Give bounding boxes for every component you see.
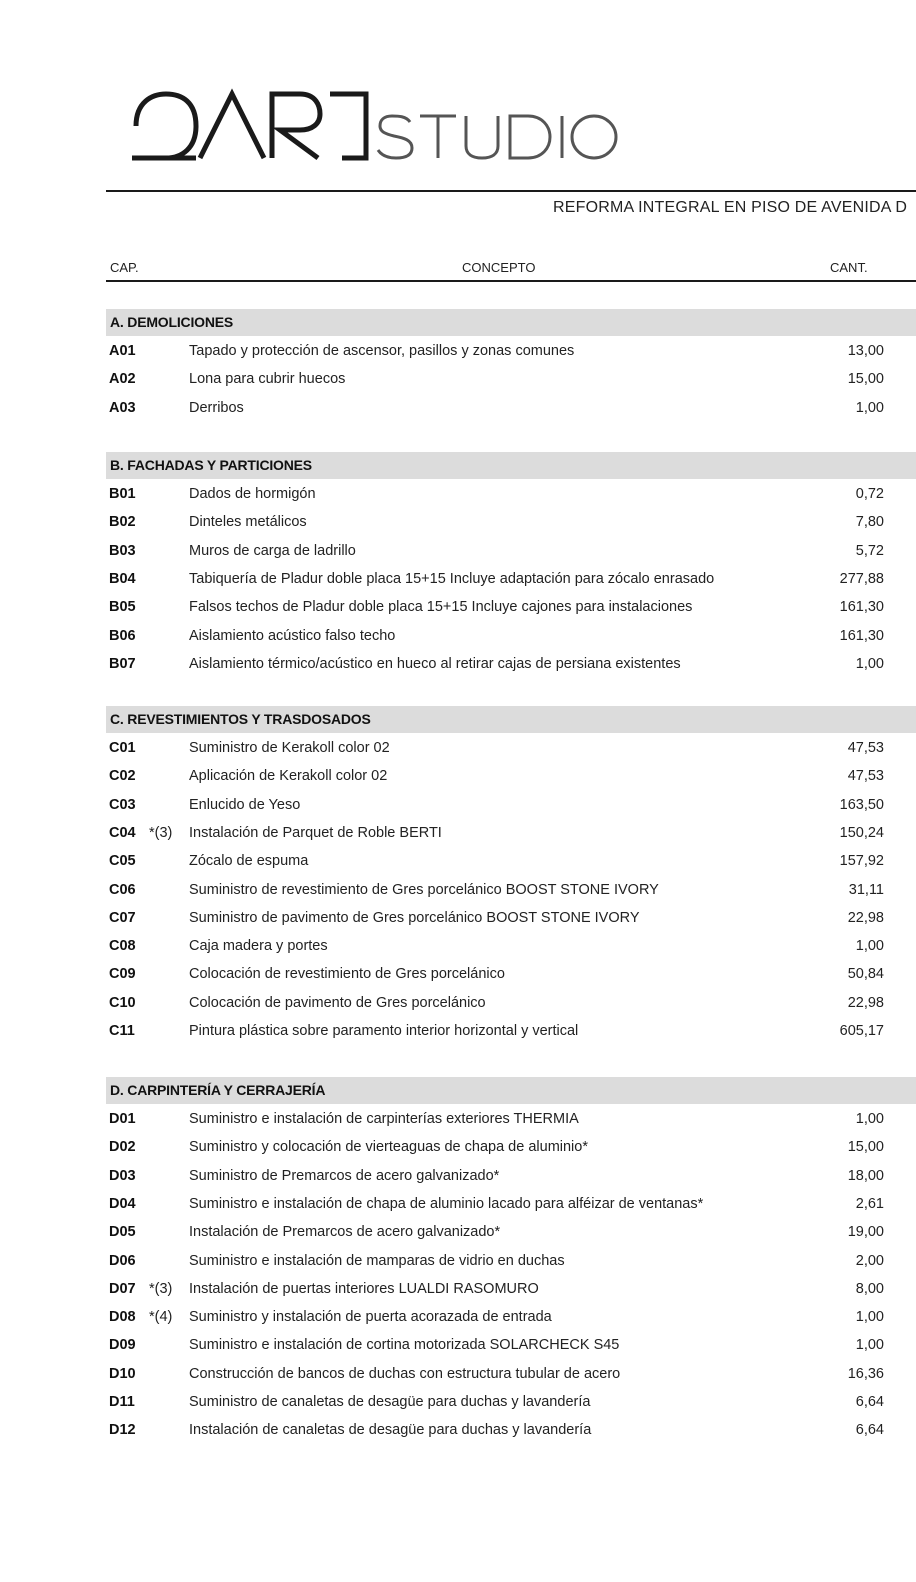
item-description: Instalación de Parquet de Roble BERTI	[189, 824, 442, 841]
item-quantity: 19,00	[847, 1224, 884, 1241]
item-code: B01	[109, 486, 136, 502]
item-quantity: 1,00	[855, 655, 884, 672]
table-row	[106, 1250, 916, 1272]
item-code: D02	[109, 1139, 136, 1156]
item-quantity: 1,00	[855, 1309, 884, 1326]
item-code: B03	[109, 542, 136, 559]
item-quantity: 1,00	[855, 1337, 884, 1354]
item-description: Colocación de revestimiento de Gres porcelánico	[189, 966, 505, 983]
table-row	[106, 653, 916, 675]
item-description: Suministro e instalación de cortina motorizada SOLARCHECK S45	[189, 1337, 620, 1354]
item-quantity: 1,00	[855, 1111, 884, 1127]
item-description: Enlucido de Yeso	[189, 796, 301, 813]
table-row	[106, 568, 916, 590]
item-quantity: 161,30	[839, 599, 884, 616]
item-description: Zócalo de espuma	[189, 853, 309, 870]
table-row	[106, 992, 916, 1014]
table-row	[106, 596, 916, 618]
table-row	[106, 1020, 916, 1042]
item-code: C04	[109, 824, 136, 841]
item-description: Pintura plástica sobre paramento interior horizontal y vertical	[189, 1023, 579, 1039]
item-code: B04	[109, 570, 136, 587]
table-row	[106, 794, 916, 816]
item-quantity: 0,72	[855, 486, 884, 502]
qart-studio-logo-graphic	[130, 86, 650, 166]
table-row	[106, 1108, 916, 1130]
column-header-cap: CAP.	[110, 260, 139, 275]
table-row	[106, 1419, 916, 1441]
table-row	[106, 1334, 916, 1356]
table-header	[106, 258, 916, 278]
item-note: *(3)	[149, 824, 173, 841]
item-code: A01	[109, 343, 136, 359]
item-description: Caja madera y portes	[189, 938, 328, 955]
item-description: Tapado y protección de ascensor, pasillos y zonas comunes	[189, 343, 575, 359]
item-description: Instalación de Premarcos de acero galvanizado*	[189, 1224, 501, 1241]
table-row	[106, 850, 916, 872]
table-row	[106, 1306, 916, 1328]
table-row	[106, 879, 916, 901]
item-code: C08	[109, 938, 136, 955]
column-header-concept: CONCEPTO	[462, 260, 536, 275]
item-description: Suministro de pavimento de Gres porcelánico BOOST STONE IVORY	[189, 909, 640, 926]
item-description: Suministro de canaletas de desagüe para duchas y lavandería	[189, 1394, 591, 1410]
table-row	[106, 935, 916, 957]
item-description: Suministro y colocación de vierteaguas de chapa de aluminio*	[189, 1139, 588, 1156]
item-code: D11	[109, 1394, 135, 1410]
company-logo	[130, 86, 650, 166]
item-code: C06	[109, 881, 136, 898]
item-code: D12	[109, 1422, 136, 1439]
item-code: C02	[109, 768, 136, 785]
item-description: Suministro e instalación de carpinterías exteriores THERMIA	[189, 1111, 579, 1127]
item-code: B07	[109, 655, 136, 672]
item-code: D07	[109, 1280, 136, 1297]
item-description: Suministro de Premarcos de acero galvanizado*	[189, 1167, 500, 1184]
item-quantity: 22,98	[847, 994, 884, 1011]
item-quantity: 277,88	[839, 570, 884, 587]
table-row	[106, 483, 916, 505]
table-row	[106, 1221, 916, 1243]
section-header: B. FACHADAS Y PARTICIONES	[106, 452, 916, 479]
item-quantity: 150,24	[839, 824, 884, 841]
top-divider	[106, 190, 916, 192]
item-quantity: 8,00	[855, 1280, 884, 1297]
table-row	[106, 340, 916, 362]
item-quantity: 5,72	[855, 542, 884, 559]
item-code: D08	[109, 1309, 136, 1326]
item-code: D03	[109, 1167, 136, 1184]
table-row	[106, 907, 916, 929]
item-code: C10	[109, 994, 136, 1011]
item-description: Instalación de puertas interiores LUALDI RASOMURO	[189, 1280, 539, 1297]
item-code: D04	[109, 1195, 136, 1212]
item-quantity: 47,53	[847, 740, 884, 756]
item-description: Aplicación de Kerakoll color 02	[189, 768, 388, 785]
table-row	[106, 368, 916, 390]
item-code: A02	[109, 371, 136, 388]
table-row	[106, 963, 916, 985]
item-quantity: 7,80	[855, 514, 884, 531]
item-description: Muros de carga de ladrillo	[189, 542, 356, 559]
column-header-qty: CANT.	[830, 260, 868, 275]
item-quantity: 163,50	[839, 796, 884, 813]
item-quantity: 18,00	[847, 1167, 884, 1184]
item-quantity: 47,53	[847, 768, 884, 785]
item-code: B05	[109, 599, 136, 616]
item-quantity: 13,00	[847, 343, 884, 359]
table-row	[106, 511, 916, 533]
item-quantity: 2,00	[855, 1252, 884, 1269]
section-header: A. DEMOLICIONES	[106, 309, 916, 336]
item-quantity: 16,36	[847, 1365, 884, 1382]
item-code: D10	[109, 1365, 136, 1382]
item-description: Construcción de bancos de duchas con estructura tubular de acero	[189, 1365, 621, 1382]
item-code: C11	[109, 1023, 135, 1039]
item-code: D06	[109, 1252, 136, 1269]
item-quantity: 50,84	[847, 966, 884, 983]
table-row	[106, 1363, 916, 1385]
item-description: Instalación de canaletas de desagüe para duchas y lavandería	[189, 1422, 592, 1439]
item-description: Dinteles metálicos	[189, 514, 307, 531]
item-quantity: 15,00	[847, 1139, 884, 1156]
table-row	[106, 625, 916, 647]
item-quantity: 157,92	[839, 853, 884, 870]
section-header: D. CARPINTERÍA Y CERRAJERÍA	[106, 1077, 916, 1104]
header-divider	[106, 280, 916, 282]
item-quantity: 22,98	[847, 909, 884, 926]
table-row	[106, 540, 916, 562]
table-row	[106, 1165, 916, 1187]
section-header: C. REVESTIMIENTOS Y TRASDOSADOS	[106, 706, 916, 733]
item-quantity: 15,00	[847, 371, 884, 388]
item-code: C07	[109, 909, 136, 926]
item-code: C01	[109, 740, 136, 756]
item-quantity: 1,00	[855, 399, 884, 416]
item-quantity: 2,61	[855, 1195, 884, 1212]
item-code: B06	[109, 627, 136, 644]
item-description: Suministro y instalación de puerta acorazada de entrada	[189, 1309, 552, 1326]
item-description: Tabiquería de Pladur doble placa 15+15 Incluye adaptación para zócalo enrasado	[189, 570, 715, 587]
item-note: *(4)	[149, 1309, 173, 1326]
item-code: B02	[109, 514, 136, 531]
item-description: Suministro e instalación de mamparas de vidrio en duchas	[189, 1252, 565, 1269]
item-code: C09	[109, 966, 136, 983]
project-title: REFORMA INTEGRAL EN PISO DE AVENIDA D	[553, 199, 908, 216]
item-note: *(3)	[149, 1280, 173, 1297]
table-row	[106, 1391, 916, 1413]
item-description: Lona para cubrir huecos	[189, 371, 346, 388]
table-row	[106, 1278, 916, 1300]
item-description: Aislamiento térmico/acústico en hueco al retirar cajas de persiana existentes	[189, 655, 681, 672]
table-row	[106, 1193, 916, 1215]
item-description: Suministro de revestimiento de Gres porcelánico BOOST STONE IVORY	[189, 881, 659, 898]
item-description: Falsos techos de Pladur doble placa 15+15 Incluye cajones para instalaciones	[189, 599, 693, 616]
item-quantity: 1,00	[855, 938, 884, 955]
item-description: Colocación de pavimento de Gres porcelánico	[189, 994, 486, 1011]
table-row	[106, 737, 916, 759]
item-code: C03	[109, 796, 136, 813]
item-description: Dados de hormigón	[189, 486, 316, 502]
table-row	[106, 765, 916, 787]
table-row	[106, 822, 916, 844]
item-description: Suministro e instalación de chapa de aluminio lacado para alféizar de ventanas*	[189, 1195, 704, 1212]
item-code: A03	[109, 399, 136, 416]
item-description: Suministro de Kerakoll color 02	[189, 740, 390, 756]
item-quantity: 31,11	[848, 881, 884, 898]
item-quantity: 605,17	[839, 1023, 884, 1039]
item-description: Derribos	[189, 399, 244, 416]
table-row	[106, 397, 916, 419]
item-quantity: 6,64	[855, 1394, 884, 1410]
item-code: C05	[109, 853, 136, 870]
item-code: D09	[109, 1337, 136, 1354]
item-description: Aislamiento acústico falso techo	[189, 627, 396, 644]
item-quantity: 6,64	[855, 1422, 884, 1439]
table-row	[106, 1136, 916, 1158]
item-code: D01	[109, 1111, 136, 1127]
item-quantity: 161,30	[839, 627, 884, 644]
item-code: D05	[109, 1224, 136, 1241]
